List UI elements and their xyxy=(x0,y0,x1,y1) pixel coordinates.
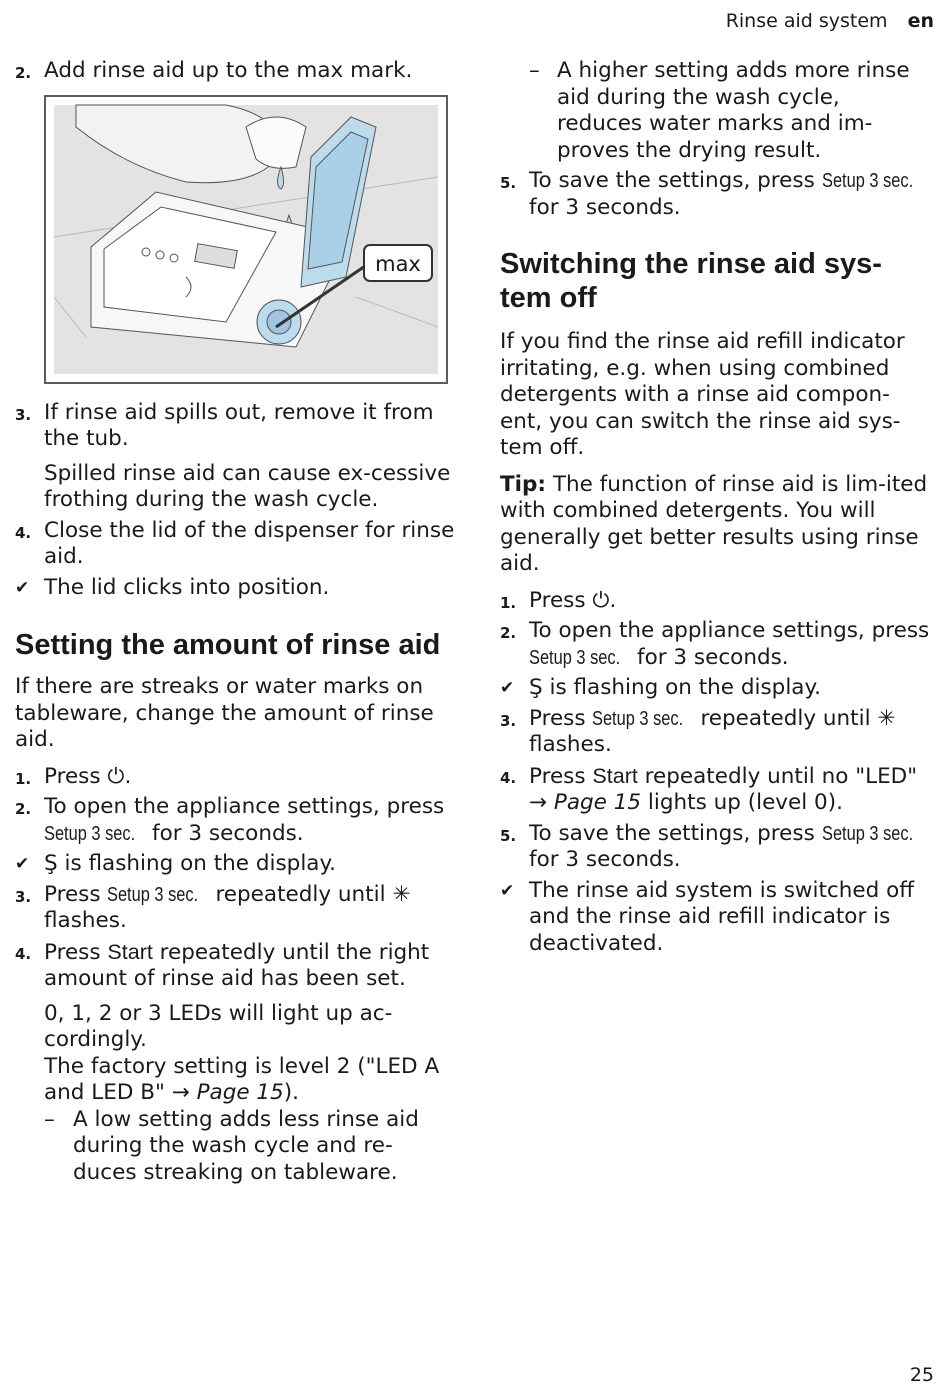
spill-note: Spilled rinse aid can cause ex-cessive frothing during the wash cycle. xyxy=(44,460,451,512)
step-text-mid: repeatedly until no "LED" xyxy=(637,763,918,789)
arrow-icon: → xyxy=(171,1080,190,1105)
setting-step-4 xyxy=(15,939,455,993)
switch-step-5 xyxy=(500,821,930,874)
dash-bullet: – xyxy=(529,58,540,83)
step-text: Press xyxy=(44,763,108,789)
arrow-icon: → xyxy=(529,790,548,815)
check-icon: ✔ xyxy=(15,854,30,874)
step-text: Close the lid of the dispenser for rinse aid. xyxy=(44,517,455,569)
switching-intro: If you find the rinse aid refill indicator irritating, e.g. when using combined detergents with a rinse aid compon-ent, you can switch the rinse aid sys-tem off. xyxy=(500,329,905,460)
step-number: 3. xyxy=(15,887,32,906)
step-text-end: . xyxy=(609,587,617,613)
step-text-end: repeatedly until the right amount of rinse aid has been set. xyxy=(44,939,430,991)
setup-key-label: Setup 3 sec. xyxy=(821,822,913,845)
left-column xyxy=(15,58,455,1186)
section-title: Rinse aid system xyxy=(725,10,888,32)
step-text: Press xyxy=(529,587,593,613)
step-number: 4. xyxy=(15,523,32,542)
max-mark-label: max xyxy=(375,251,421,276)
switch-step-4 xyxy=(500,763,930,817)
start-key-label: Start xyxy=(107,939,153,964)
step-number: 2. xyxy=(15,64,32,82)
sparkle-icon: ✳ xyxy=(877,705,896,731)
step-text: To save the settings, press xyxy=(529,820,822,846)
setting-result-flashing xyxy=(15,851,455,878)
check-icon: ✔ xyxy=(500,880,515,901)
step-text: Press xyxy=(44,939,108,965)
setup-key-label: Setup 3 sec. xyxy=(821,170,913,192)
setting-step-1 xyxy=(15,764,455,791)
switch-step-2 xyxy=(500,618,930,671)
check-icon: ✔ xyxy=(15,577,30,598)
result-text: The rinse aid system is switched off and the rinse aid refill indicator is deactivated. xyxy=(529,877,915,956)
setup-key-label: Setup 3 sec. xyxy=(529,646,621,669)
power-icon: ⏻ xyxy=(107,763,125,789)
setup-key-label: Setup 3 sec. xyxy=(44,822,136,845)
step-text-mid: repeatedly until xyxy=(208,881,393,907)
power-icon: ⏻ xyxy=(592,587,610,613)
tip-text: The function of rinse aid is lim-ited with combined detergents. You will generally get better results using rinse aid. xyxy=(500,471,928,576)
tip-label: Tip: xyxy=(500,471,547,497)
section-heading-switching-off: Switching the rinse aid sys-tem off xyxy=(500,248,882,314)
check-icon: ✔ xyxy=(500,678,515,698)
low-setting-item xyxy=(15,1107,455,1187)
setup-key-label: Setup 3 sec. xyxy=(592,707,684,730)
section-heading-setting-amount: Setting the amount of rinse aid xyxy=(15,629,441,661)
sparkle-icon: ✳ xyxy=(392,881,411,907)
setting-step-5 xyxy=(500,168,930,221)
setup-key-label: Setup 3 sec. xyxy=(107,883,199,906)
language-code: en xyxy=(907,10,934,32)
rinse-aid-icon: Ş xyxy=(529,675,543,700)
step-number: 1. xyxy=(500,593,517,612)
step-number: 1. xyxy=(15,769,32,788)
start-key-label: Start xyxy=(592,763,638,788)
step-4-close-lid xyxy=(15,518,455,571)
step-text-end: flashes. xyxy=(529,732,612,757)
dispenser-illustration xyxy=(44,95,448,384)
switch-step-3 xyxy=(500,706,930,759)
step-number: 3. xyxy=(500,711,517,730)
step-text: Press xyxy=(44,881,108,907)
step-number: 4. xyxy=(15,944,32,963)
result-text: is flashing on the display. xyxy=(57,851,336,876)
step-text-mid: repeatedly until xyxy=(693,705,878,731)
step-text: Press xyxy=(529,763,593,789)
page-number: 25 xyxy=(909,1363,934,1386)
step-text-end: for 3 seconds. xyxy=(529,194,681,220)
result-lid-clicks xyxy=(15,575,455,602)
step-number: 3. xyxy=(15,405,32,424)
step-number: 4. xyxy=(500,768,517,787)
step-text: Press xyxy=(529,705,593,731)
dash-text: A higher setting adds more rinse aid during the wash cycle, reduces water marks and im-proves the drying result. xyxy=(557,58,910,163)
setting-step-2 xyxy=(15,794,455,847)
rinse-aid-icon: Ş xyxy=(44,851,58,876)
step-3-spill xyxy=(15,400,455,453)
tip-paragraph xyxy=(500,472,930,578)
dash-text: A low setting adds less rinse aid during the wash cycle and re-duces streaking on tableware. xyxy=(73,1106,419,1185)
step-text-end: for 3 seconds. xyxy=(529,847,681,872)
setting-step-3 xyxy=(15,882,455,935)
page-reference-link[interactable]: Page 15 xyxy=(553,790,642,815)
step-number: 5. xyxy=(500,174,517,192)
setting-intro: If there are streaks or water marks on tableware, change the amount of rinse aid. xyxy=(15,674,434,752)
step-text: If rinse aid spills out, remove it from the tub. xyxy=(44,399,434,451)
result-text: is flashing on the display. xyxy=(542,675,821,700)
step-number: 2. xyxy=(15,800,32,818)
step-text-end: flashes. xyxy=(44,908,127,933)
factory-setting-note xyxy=(15,1054,455,1107)
step-text: To open the appliance settings, press xyxy=(44,794,445,819)
step-number: 5. xyxy=(500,826,517,845)
step-text: To save the settings, press xyxy=(529,168,822,193)
dispenser-drawing xyxy=(46,97,446,382)
step-text-end: for 3 seconds. xyxy=(145,820,304,846)
led-note: 0, 1, 2 or 3 LEDs will light up ac-cordingly. xyxy=(44,1000,393,1052)
page-header xyxy=(726,8,934,35)
dash-bullet: – xyxy=(44,1106,55,1132)
high-setting-item xyxy=(500,58,930,164)
step-2-add-rinse-aid xyxy=(15,58,455,85)
step-text-end: lights up (level 0). xyxy=(641,790,843,815)
page-reference-link[interactable]: Page 15 xyxy=(196,1080,284,1105)
result-text: The lid clicks into position. xyxy=(44,574,330,600)
note-text: The factory setting is level 2 ("LED A and LED B" xyxy=(44,1053,440,1105)
switch-result-deactivated xyxy=(500,878,930,958)
switch-result-flashing xyxy=(500,675,930,702)
note-text-end: ). xyxy=(283,1080,300,1105)
step-text-end: . xyxy=(124,763,132,789)
step-text: To open the appliance settings, press xyxy=(529,618,930,643)
switch-step-1 xyxy=(500,588,930,615)
step-text-end: for 3 seconds. xyxy=(630,644,789,670)
step-text: Add rinse aid up to the max mark. xyxy=(44,58,413,83)
step-number: 2. xyxy=(500,624,517,642)
right-column xyxy=(500,58,930,957)
